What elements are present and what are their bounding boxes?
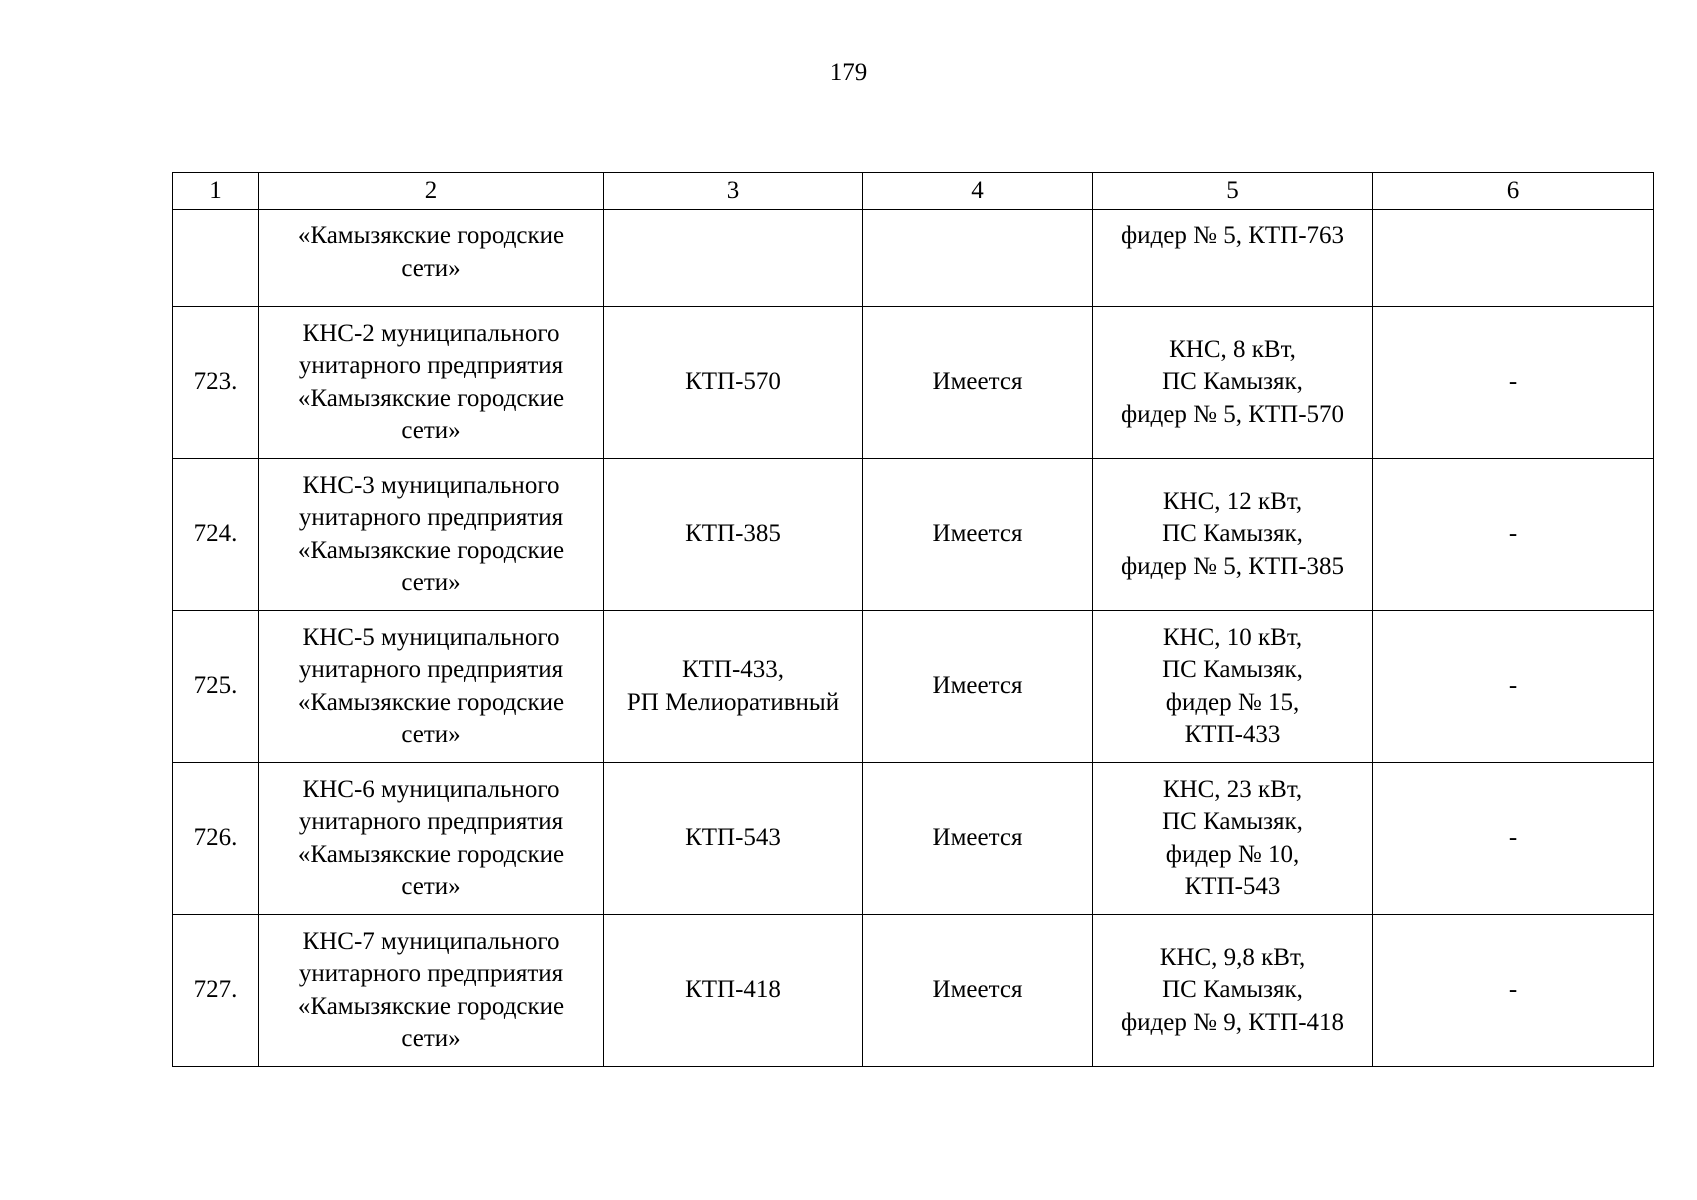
cell-line: КНС-7 муниципального	[302, 927, 560, 955]
table-row	[173, 763, 1654, 915]
cell-line: КНС, 10 кВт,	[1162, 623, 1303, 651]
cell-line: «Камызякские городские	[297, 840, 565, 868]
cell-connection	[1093, 611, 1373, 763]
cell-note: -	[1373, 915, 1654, 1067]
cell-number: 727.	[173, 915, 259, 1067]
cell-substation	[604, 763, 863, 915]
cell-line: унитарного предприятия	[298, 504, 564, 531]
cell-connection	[1093, 210, 1373, 307]
cell-line: КНС, 23 кВт,	[1162, 775, 1303, 803]
cell-availability: Имеется	[863, 611, 1093, 763]
cell-line: ПС Камызяк,	[1162, 368, 1303, 396]
header-col-4: 4	[863, 173, 1093, 210]
cell-line: ПС Камызяк,	[1162, 976, 1303, 1004]
cell-connection	[1093, 307, 1373, 459]
cell-line: КНС, 9,8 кВт,	[1159, 943, 1306, 971]
cell-line: унитарного предприятия	[298, 656, 564, 683]
cell-line: КНС, 12 кВт,	[1162, 487, 1303, 515]
cell-line: КТП-418	[685, 976, 781, 1004]
facilities-table	[172, 172, 1654, 1067]
cell-line: унитарного предприятия	[298, 352, 564, 379]
cell-line: фидер № 15,	[1165, 688, 1300, 716]
cell-line: «Камызякские городские	[297, 536, 565, 564]
cell-line: КНС-3 муниципального	[302, 471, 560, 499]
table-row	[173, 307, 1654, 459]
cell-number: 723.	[173, 307, 259, 459]
cell-line: сети»	[401, 569, 461, 596]
cell-line: «Камызякские городские	[297, 688, 565, 716]
cell-line: «Камызякские городские	[297, 992, 565, 1020]
cell-line: фидер № 5, КТП-763	[1120, 222, 1345, 249]
cell-line: КТП-570	[685, 368, 781, 396]
cell-line: КТП-433	[1184, 721, 1281, 748]
cell-name	[259, 459, 604, 611]
cell-line: сети»	[401, 1025, 461, 1052]
header-col-3: 3	[604, 173, 863, 210]
cell-line: КНС, 8 кВт,	[1169, 335, 1296, 363]
cell-line: РП Мелиоративный	[626, 688, 840, 716]
cell-note: -	[1373, 763, 1654, 915]
header-col-6: 6	[1373, 173, 1654, 210]
header-col-1: 1	[173, 173, 259, 210]
cell-line: унитарного предприятия	[298, 808, 564, 835]
table-row	[173, 459, 1654, 611]
cell-substation	[604, 459, 863, 611]
cell-number: 725.	[173, 611, 259, 763]
cell-connection	[1093, 763, 1373, 915]
cell-name	[259, 611, 604, 763]
cell-name	[259, 915, 604, 1067]
cell-line: ПС Камызяк,	[1162, 656, 1303, 683]
cell-line: КТП-543	[1184, 873, 1281, 900]
cell-line: сети»	[401, 417, 461, 444]
cell-substation	[604, 611, 863, 763]
cell-line: «Камызякские городские	[297, 384, 565, 412]
cell-substation	[604, 915, 863, 1067]
cell-line: КНС-2 муниципального	[302, 319, 560, 347]
header-col-5: 5	[1093, 173, 1373, 210]
table-body	[173, 210, 1654, 1067]
cell-line: ПС Камызяк,	[1162, 808, 1303, 835]
cell-line: КТП-433,	[681, 656, 785, 683]
cell-availability: Имеется	[863, 763, 1093, 915]
page-number: 179	[829, 59, 868, 86]
table-row	[173, 915, 1654, 1067]
cell-name	[259, 210, 604, 307]
cell-line: ПС Камызяк,	[1162, 520, 1303, 548]
cell-line: сети»	[401, 721, 461, 748]
cell-line: фидер № 10,	[1165, 840, 1300, 868]
cell-availability: Имеется	[863, 459, 1093, 611]
cell-name	[259, 307, 604, 459]
cell-connection	[1093, 915, 1373, 1067]
cell-note: -	[1373, 307, 1654, 459]
table-row	[173, 611, 1654, 763]
cell-line: КНС-5 муниципального	[302, 623, 560, 651]
cell-line: КТП-385	[685, 520, 781, 548]
cell-line: фидер № 5, КТП-385	[1120, 552, 1345, 580]
cell-name	[259, 763, 604, 915]
cell-availability	[863, 210, 1093, 307]
cell-line: «Камызякские городские	[297, 222, 565, 249]
cell-note: -	[1373, 459, 1654, 611]
cell-number: 724.	[173, 459, 259, 611]
cell-availability: Имеется	[863, 307, 1093, 459]
cell-line: сети»	[401, 873, 461, 900]
cell-substation	[604, 210, 863, 307]
cell-connection	[1093, 459, 1373, 611]
cell-line: КНС-6 муниципального	[302, 775, 560, 803]
cell-availability: Имеется	[863, 915, 1093, 1067]
cell-line: КТП-543	[685, 824, 781, 852]
cell-note: -	[1373, 611, 1654, 763]
cell-line: фидер № 9, КТП-418	[1120, 1008, 1345, 1036]
table-row-continuation	[173, 210, 1654, 307]
table-header	[173, 173, 1654, 210]
header-col-2: 2	[259, 173, 604, 210]
cell-line: сети»	[401, 254, 461, 282]
cell-substation	[604, 307, 863, 459]
cell-number	[173, 210, 259, 307]
cell-line: унитарного предприятия	[298, 960, 564, 987]
cell-line: фидер № 5, КТП-570	[1120, 400, 1345, 428]
header-row	[173, 173, 1654, 210]
cell-number: 726.	[173, 763, 259, 915]
cell-note	[1373, 210, 1654, 307]
